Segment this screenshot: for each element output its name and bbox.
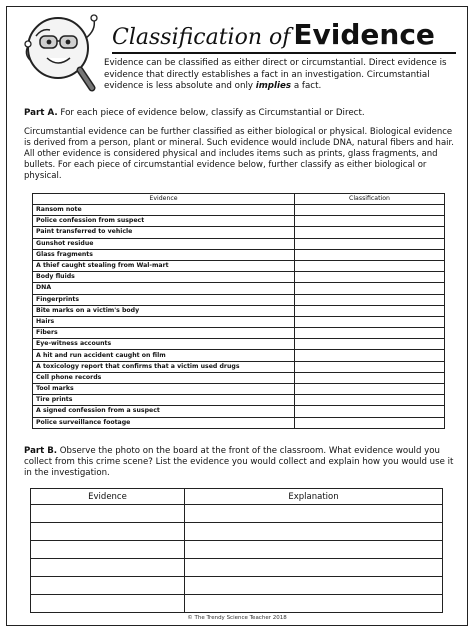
table-row [33,361,445,372]
evidence-cell: A signed confession from a suspect [33,406,295,417]
intro-emphasis: implies [255,81,292,91]
table-row [33,417,445,428]
evidence-entry-cell[interactable] [31,595,185,613]
evidence-cell: Fingerprints [33,294,295,305]
part-b-label: Part B. [24,446,58,456]
table-row [33,294,445,305]
classification-cell[interactable] [295,316,445,327]
classification-cell[interactable] [295,260,445,271]
evidence-cell: Police confession from suspect [33,216,295,227]
header-classification: Classification [295,194,445,205]
table-row [33,283,445,294]
table-row [33,238,445,249]
evidence-classification-table [32,193,445,429]
table-row [31,541,443,559]
evidence-entry-cell[interactable] [31,505,185,523]
table-row [33,249,445,260]
table-row [33,260,445,271]
table-row [33,372,445,383]
part-a-label: Part A. [24,108,58,118]
evidence-cell: Hairs [33,316,295,327]
title-underline [112,52,456,54]
table-row [33,406,445,417]
evidence-cell: Cell phone records [33,372,295,383]
part-b-instructions [24,446,456,480]
classification-cell[interactable] [295,227,445,238]
classification-cell[interactable] [295,205,445,216]
classification-cell[interactable] [295,238,445,249]
copyright-footer: © The Trendy Science Teacher 2018 [187,615,287,621]
intro-line-1: Evidence can be classified as either direct or circumstantial. Direct evidence is evidence that directly establishes a fact in an investigation. Circumstantial evidence is less absolute and only [104,58,447,91]
explanation-entry-cell[interactable] [185,559,443,577]
table-row [31,577,443,595]
evidence-cell: Gunshot residue [33,238,295,249]
classification-cell[interactable] [295,372,445,383]
part-a-text: For each piece of evidence below, classify as Circumstantial or Direct. [60,108,365,118]
classification-cell[interactable] [295,272,445,283]
evidence-cell: Tire prints [33,395,295,406]
classification-cell[interactable] [295,361,445,372]
classification-cell[interactable] [295,417,445,428]
header-evidence: Evidence [33,194,295,205]
explanation-entry-cell[interactable] [185,595,443,613]
table-row [33,339,445,350]
table-row [33,305,445,316]
intro-line-2: a fact. [293,81,322,91]
evidence-cell: A thief caught stealing from Wal-mart [33,260,295,271]
evidence-entry-cell[interactable] [31,523,185,541]
classification-cell[interactable] [295,249,445,260]
table-row [31,523,443,541]
header-explanation: Explanation [185,489,443,505]
table-row [33,205,445,216]
part-b-text: Observe the photo on the board at the front of the classroom. What evidence would you collect from this crime scene? List the evidence you would collect and explain how you would use it in the investigation. [24,446,454,479]
classification-cell[interactable] [295,406,445,417]
evidence-explanation-table [30,488,443,613]
classification-cell[interactable] [295,328,445,339]
classification-cell[interactable] [295,294,445,305]
evidence-cell: Paint transferred to vehicle [33,227,295,238]
evidence-cell: Fibers [33,328,295,339]
classification-cell[interactable] [295,305,445,316]
evidence-cell: Glass fragments [33,249,295,260]
cartoon-magnifier-mascot [16,8,100,96]
table-row [33,316,445,327]
title-bold-part: Evidence [293,18,435,51]
table-row [33,350,445,361]
classification-cell[interactable] [295,350,445,361]
table-row [33,328,445,339]
table-row [33,227,445,238]
evidence-cell: Eye-witness accounts [33,339,295,350]
explanation-entry-cell[interactable] [185,541,443,559]
classification-cell[interactable] [295,339,445,350]
table-row [33,272,445,283]
table-row [31,559,443,577]
evidence-cell: DNA [33,283,295,294]
evidence-cell: Tool marks [33,384,295,395]
table-row [33,216,445,227]
header-evidence: Evidence [31,489,185,505]
table-row [33,395,445,406]
circumstantial-paragraph: Circumstantial evidence can be further classified as either biological or physical. Biological evidence is derived from a person, plant or mineral. Such evidence would include DNA, natural fibers and hair. All other evidence is considered physical and includes items such as prints, glass fragments, and bullets. For each piece of circumstantial evidence below, further classify as either biological or physical. [24,127,454,181]
evidence-cell: A toxicology report that confirms that a victim used drugs [33,361,295,372]
table-row [31,505,443,523]
intro-text [104,58,456,93]
explanation-entry-cell[interactable] [185,505,443,523]
explanation-entry-cell[interactable] [185,577,443,595]
evidence-entry-cell[interactable] [31,559,185,577]
evidence-cell: A hit and run accident caught on film [33,350,295,361]
evidence-cell: Ransom note [33,205,295,216]
evidence-entry-cell[interactable] [31,577,185,595]
title-script-part: Classification of [112,25,291,50]
evidence-cell: Bite marks on a victim's body [33,305,295,316]
evidence-entry-cell[interactable] [31,541,185,559]
table-row [33,384,445,395]
evidence-cell: Body fluids [33,272,295,283]
classification-cell[interactable] [295,283,445,294]
part-a-instructions [24,108,454,119]
explanation-entry-cell[interactable] [185,523,443,541]
classification-cell[interactable] [295,395,445,406]
table-row [31,595,443,613]
classification-cell[interactable] [295,384,445,395]
evidence-cell: Police surveillance footage [33,417,295,428]
classification-cell[interactable] [295,216,445,227]
page-title [112,18,435,51]
